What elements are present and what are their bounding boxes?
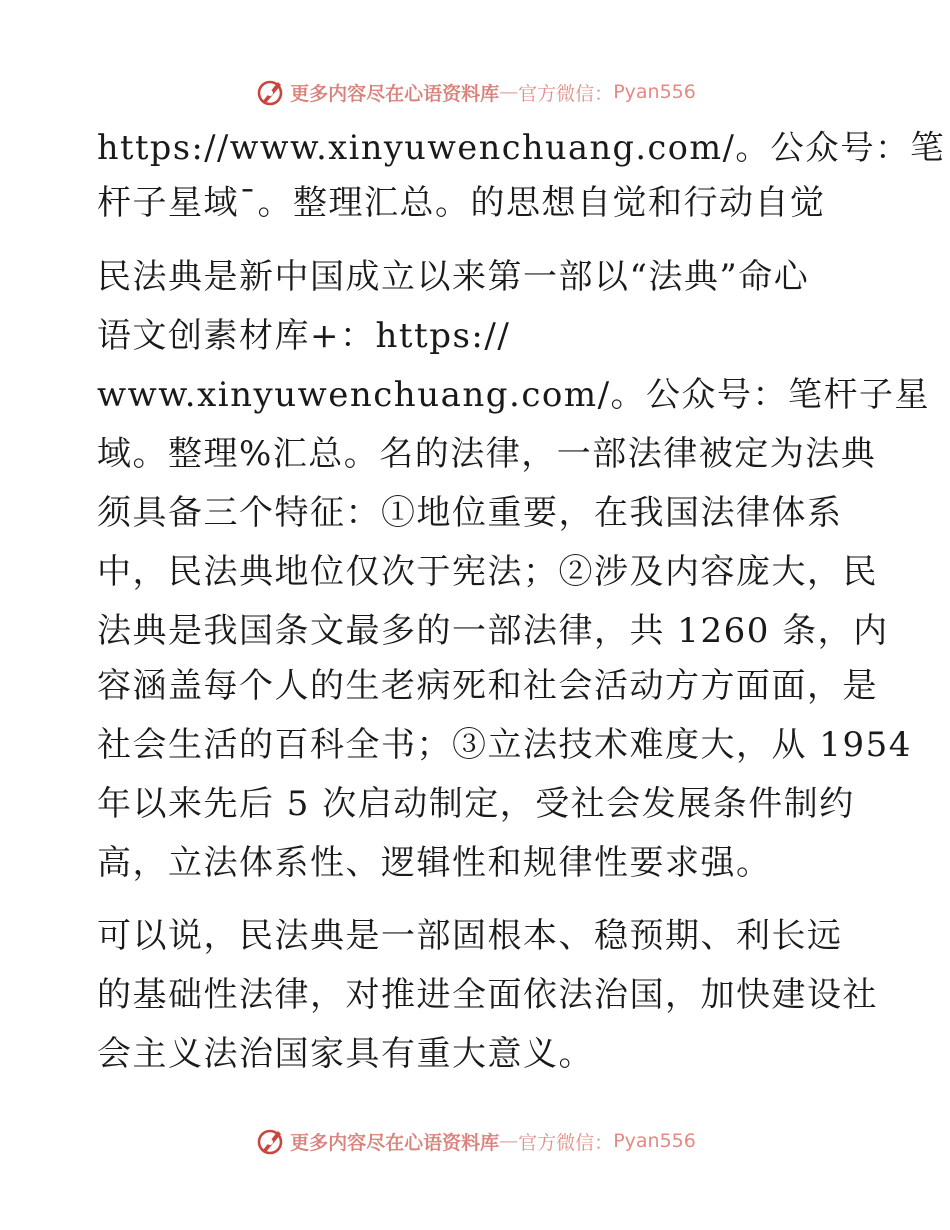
text-line: 社会生活的百科全书；③立法技术难度大，从 1954 (97, 725, 912, 765)
text-line: https://www.xinyuwenchuang.com/。公众号：笔 (97, 128, 946, 167)
pen-nib-logo-icon (254, 76, 286, 108)
text-line: 须具备三个特征：①地位重要，在我国法律体系 (97, 493, 843, 533)
banner-wechat-label: 官方微信： (518, 82, 614, 105)
text-line: 民法典是新中国成立以来第一部以“法典”命心 (97, 257, 810, 297)
banner-wechat-label: 官方微信： (518, 1131, 614, 1154)
header-banner (0, 72, 950, 112)
pen-nib-logo-icon (254, 1125, 286, 1157)
banner-wechat-id: Pyan556 (613, 81, 696, 103)
text-line: 高，立法体系性、逻辑性和规律性要求强。 (97, 843, 772, 883)
text-line: www.xinyuwenchuang.com/。公众号：笔杆子星 (97, 375, 931, 415)
banner-wechat-id: Pyan556 (613, 1130, 696, 1152)
text-line: 容涵盖每个人的生老病死和社会活动方方面面，是 (97, 666, 878, 706)
text-line: 域。整理%汇总。名的法律，一部法律被定为法典 (97, 434, 877, 474)
banner-separator: — (499, 1130, 519, 1152)
banner-separator: — (499, 81, 519, 103)
text-line: 会主义法治国家具有重大意义。 (97, 1034, 594, 1074)
text-line: 法典是我国条文最多的一部法律，共 1260 条，内 (97, 611, 889, 651)
text-line: 的基础性法律，对推进全面依法治国，加快建设社 (97, 975, 878, 1015)
banner-main-text: 更多内容尽在心语资料库 (290, 82, 500, 105)
text-line: 年以来先后 5 次启动制定，受社会发展条件制约 (97, 784, 855, 824)
text-line: 杆子星域¯。整理汇总。的思想自觉和行动自觉 (97, 183, 826, 223)
text-line: 中，民法典地位仅次于宪法；②涉及内容庞大，民 (97, 552, 878, 592)
footer-banner (0, 1121, 950, 1161)
text-line: 可以说，民法典是一部固根本、稳预期、利长远 (97, 916, 843, 956)
banner-main-text: 更多内容尽在心语资料库 (290, 1131, 500, 1154)
text-line: 语文创素材库+：https:// (97, 316, 511, 356)
